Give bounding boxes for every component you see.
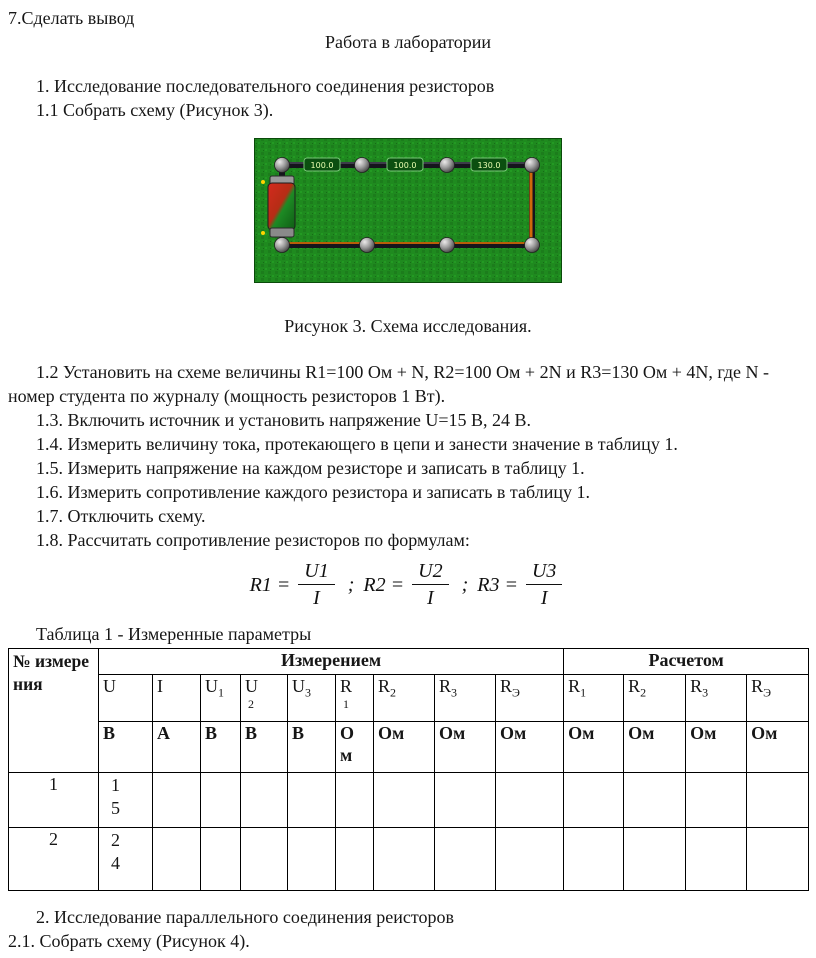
resistor-3 bbox=[471, 158, 507, 171]
formula-r2-fraction: $\frac{U2}{I}$ bbox=[412, 560, 448, 610]
table1-cell bbox=[686, 828, 747, 891]
table1-cell bbox=[374, 773, 435, 828]
unit-cell: Ом bbox=[747, 722, 809, 773]
step-1-3-text: 1.3. Включить источник и установить напряжение U=15 В, 24 В. bbox=[36, 410, 532, 430]
unit-cell: В bbox=[241, 722, 288, 773]
formula-r1-lhs: R1 = bbox=[249, 573, 291, 596]
table1-cell bbox=[241, 773, 288, 828]
table1 bbox=[8, 648, 809, 891]
figure3-caption: Рисунок 3. Схема исследования. bbox=[284, 316, 532, 336]
col-header-re-calculated: $R_Э$ bbox=[747, 675, 809, 722]
formula-r3-fraction: $\frac{U3}{I}$ bbox=[526, 560, 562, 610]
unit-cell: В bbox=[288, 722, 336, 773]
table1-cell bbox=[153, 828, 201, 891]
table1-cell bbox=[201, 773, 241, 828]
section-2-title: 2. Исследование параллельного соединения реисторов bbox=[36, 907, 455, 927]
table1-group-measured: Измерением bbox=[99, 649, 564, 675]
table1-cell bbox=[564, 828, 624, 891]
resistor-2 bbox=[387, 158, 423, 171]
unit-cell: В bbox=[201, 722, 241, 773]
unit-cell: Ом bbox=[374, 722, 435, 773]
unit-cell: А bbox=[153, 722, 201, 773]
step-1-2-text: 1.2 Установить на схеме величины R1=100 Ом + N, R2=100 Ом + 2N и R3=130 Ом + 4N, где N - номер студента по журналу (мощность резисторов 1 Вт). bbox=[8, 362, 770, 406]
col-header-i: I bbox=[153, 675, 201, 722]
table1-cell bbox=[747, 773, 809, 828]
table1-group-calculated: Расчетом bbox=[564, 649, 809, 675]
table1-cell bbox=[241, 828, 288, 891]
col-header-r1-calculated: $R_1$ bbox=[564, 675, 624, 722]
table1-corner-header: № измерения bbox=[9, 649, 99, 773]
figure3 bbox=[8, 138, 808, 288]
col-header-u1: $U_1$ bbox=[201, 675, 241, 722]
table1-cell bbox=[374, 828, 435, 891]
table1-cell bbox=[686, 773, 747, 828]
step-7-text: 7.Сделать вывод bbox=[8, 8, 135, 28]
col-header-u2: U 2 bbox=[241, 675, 288, 722]
table1-cell bbox=[336, 828, 374, 891]
unit-cell: Ом bbox=[435, 722, 496, 773]
step-1-1-text: 1.1 Собрать схему (Рисунок 3). bbox=[36, 100, 274, 120]
unit-cell: В bbox=[99, 722, 153, 773]
row-number: 2 bbox=[9, 828, 99, 891]
unit-cell: Ом bbox=[564, 722, 624, 773]
formula-r3-lhs: R3 = bbox=[477, 573, 518, 596]
resistor-3-label: 130.0 bbox=[477, 161, 501, 170]
table1-cell bbox=[336, 773, 374, 828]
formula-r2-lhs: R2 = bbox=[363, 573, 405, 596]
table1-caption: Таблица 1 - Измеренные параметры bbox=[36, 624, 312, 644]
section-1-title: 1. Исследование последовательного соединения резисторов bbox=[36, 76, 495, 96]
table1-cell bbox=[435, 828, 496, 891]
table1-cell bbox=[435, 773, 496, 828]
step-2-1-text: 2.1. Собрать схему (Рисунок 4). bbox=[8, 931, 250, 951]
table1-cell bbox=[624, 773, 686, 828]
col-header-u: U bbox=[99, 675, 153, 722]
formula-separator: ; bbox=[461, 573, 469, 596]
table1-cell bbox=[496, 773, 564, 828]
unit-cell: Ом bbox=[624, 722, 686, 773]
figure3-circuit-image bbox=[254, 138, 562, 283]
table1-cell bbox=[201, 828, 241, 891]
resistor-2-label: 100.0 bbox=[393, 161, 417, 170]
col-header-re-measured: $R_Э$ bbox=[496, 675, 564, 722]
col-header-r2-calculated: $R_2$ bbox=[624, 675, 686, 722]
lab-title: Работа в лаборатории bbox=[324, 32, 492, 52]
resistor-1 bbox=[304, 158, 340, 171]
table1-cell bbox=[288, 828, 336, 891]
table-row bbox=[9, 828, 809, 891]
voltage-value: 15 bbox=[99, 773, 153, 828]
table1-cell bbox=[496, 828, 564, 891]
col-header-r1-measured: R 1 bbox=[336, 675, 374, 722]
unit-cell: Ом bbox=[496, 722, 564, 773]
step-1-6-text: 1.6. Измерить сопротивление каждого резистора и записать в таблицу 1. bbox=[36, 482, 590, 502]
step-1-8-text: 1.8. Рассчитать сопротивление резисторов по формулам: bbox=[36, 530, 470, 550]
table1-cell bbox=[153, 773, 201, 828]
col-header-r3-measured: $R_3$ bbox=[435, 675, 496, 722]
step-1-7-text: 1.7. Отключить схему. bbox=[36, 506, 206, 526]
table1-cell bbox=[564, 773, 624, 828]
formula-separator: ; bbox=[347, 573, 355, 596]
table-row bbox=[9, 773, 809, 828]
col-header-r2-measured: $R_2$ bbox=[374, 675, 435, 722]
step-1-4-text: 1.4. Измерить величину тока, протекающего в цепи и занести значение в таблицу 1. bbox=[36, 434, 678, 454]
voltage-value: 24 bbox=[99, 828, 153, 891]
resistor-1-label: 100.0 bbox=[310, 161, 334, 170]
col-header-u3: $U_3$ bbox=[288, 675, 336, 722]
col-header-r3-calculated: $R_3$ bbox=[686, 675, 747, 722]
row-number: 1 bbox=[9, 773, 99, 828]
resistance-formulas bbox=[8, 560, 808, 610]
table1-cell bbox=[747, 828, 809, 891]
table1-cell bbox=[288, 773, 336, 828]
step-1-5-text: 1.5. Измерить напряжение на каждом резисторе и записать в таблицу 1. bbox=[36, 458, 585, 478]
unit-cell: Ом bbox=[686, 722, 747, 773]
unit-cell: Ом bbox=[336, 722, 374, 773]
table1-cell bbox=[624, 828, 686, 891]
formula-r1-fraction: $\frac{U1}{I}$ bbox=[298, 560, 334, 610]
